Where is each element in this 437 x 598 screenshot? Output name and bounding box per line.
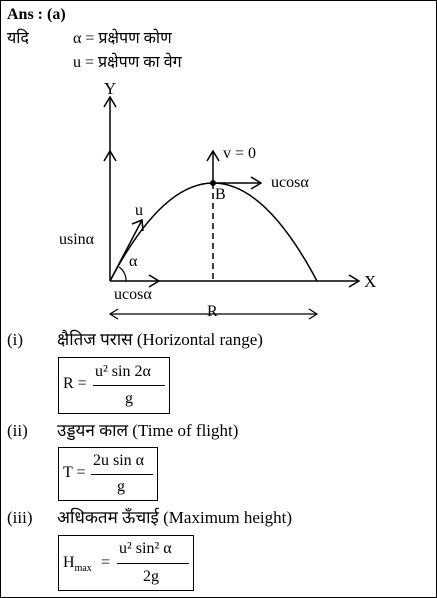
formula-height-numerator: u² sin² α	[119, 540, 172, 557]
u-label: u	[135, 202, 143, 219]
x-axis-label: X	[364, 272, 377, 291]
v-zero-label: v = 0	[223, 145, 257, 162]
usin-label: usinα	[59, 231, 95, 248]
item-number-iii: (iii)	[7, 508, 33, 527]
fraction-bar	[93, 385, 165, 386]
formula-height-denominator: 2g	[143, 568, 159, 585]
formula-time-box	[58, 447, 158, 501]
alpha-definition: α = प्रक्षेपण कोण	[73, 30, 172, 47]
item-title-range: क्षैतिज परास (Horizontal range)	[57, 330, 263, 349]
formula-height-equals: =	[101, 554, 111, 571]
formula-range-denominator: g	[125, 390, 133, 407]
fraction-bar	[91, 474, 153, 475]
ucos-top-label: ucosα	[271, 174, 309, 191]
item-number-i: (i)	[7, 330, 24, 349]
formula-time-denominator: g	[117, 478, 125, 495]
formula-range-box	[58, 357, 170, 414]
h-symbol: H	[63, 554, 75, 571]
point-b-label: B	[215, 186, 226, 203]
formula-range-lhs: R =	[63, 375, 87, 392]
answer-label: Ans : (a)	[7, 6, 66, 23]
formula-range-numerator: u² sin 2α	[95, 363, 151, 380]
fraction-bar	[117, 563, 189, 564]
u-definition: u = प्रक्षेपण का वेग	[73, 54, 182, 71]
if-word: यदि	[7, 30, 29, 47]
item-number-ii: (ii)	[7, 421, 28, 440]
item-title-height: अधिकतम ऊँचाई (Maximum height)	[57, 508, 293, 527]
item-title-time: उड्डयन काल (Time of flight)	[57, 421, 239, 440]
formula-height-lhs	[63, 554, 92, 574]
alpha-angle-label: α	[129, 253, 138, 270]
range-r-label: R	[207, 303, 218, 320]
formula-time-numerator: 2u sin α	[93, 452, 145, 469]
y-axis-label: Y	[104, 79, 117, 98]
ucos-bottom-label: ucosα	[114, 286, 152, 303]
formula-height-box	[58, 535, 194, 591]
formula-time-lhs: T =	[63, 464, 86, 481]
max-subscript: max	[74, 563, 92, 574]
